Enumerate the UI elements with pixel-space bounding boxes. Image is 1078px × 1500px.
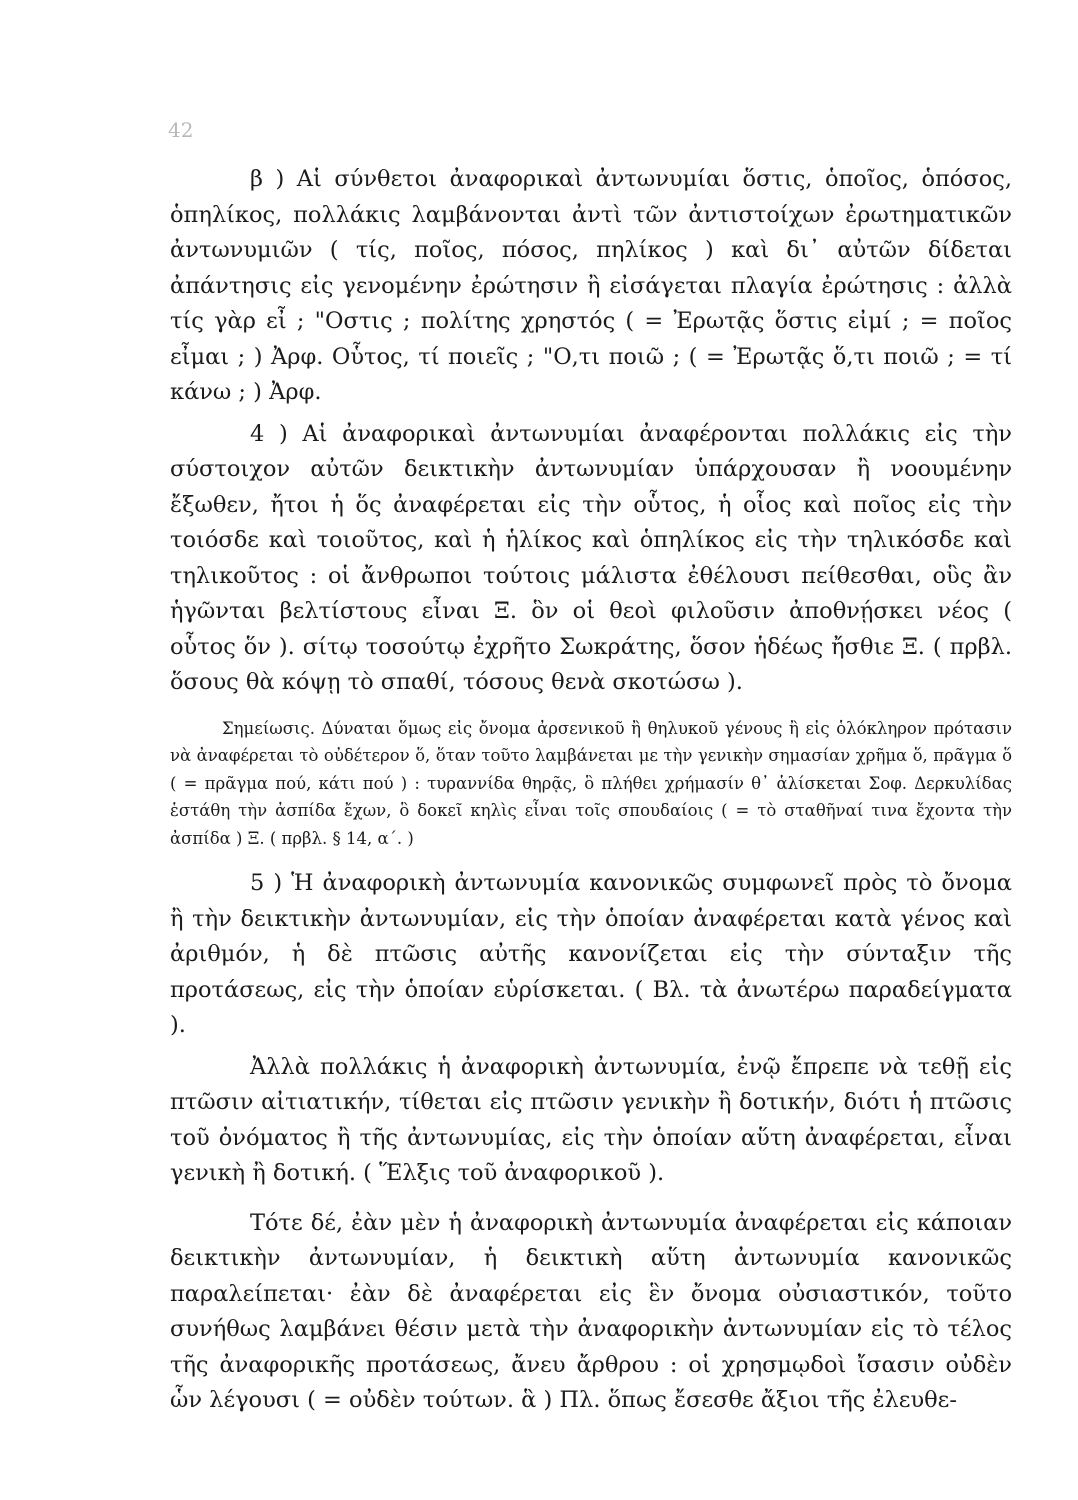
paragraph-alla: Ἀλλὰ πολλάκις ἡ ἀναφορικὴ ἀντωνυμία, ἐνῷ ἔπρεπε νὰ τεθῇ εἰς πτῶσιν αἰτιατικήν, τίθεται εἰς πτῶσιν γενικὴν ἢ δοτικήν, διότι ἡ πτῶσις τοῦ ὀνόματος ἢ τῆς ἀντωνυμίας, εἰς τὴν ὁποίαν αὕτη ἀναφέρεται, εἶναι γενικὴ ἢ δοτική. ( Ἕλξις τοῦ ἀναφορικοῦ ). <box>170 1053 1012 1186</box>
paragraph-beta: β ) Αἱ σύνθετοι ἀναφορικαὶ ἀντωνυμίαι ὅστις, ὁποῖος, ὁπόσος, ὁπηλίκος, πολλάκις λαμβάνονται ἀντὶ τῶν ἀντιστοίχων ἐρωτηματικῶν ἀντωνυμιῶν ( τίς, ποῖος, πόσος, πηλίκος ) καὶ δι᾽ αὐτῶν δίδεται ἀπάντησις εἰς γενομένην ἐρώτησιν ἢ εἰσάγεται πλαγία ἐρώτησις : ἀλλὰ τίς γὰρ εἶ ; "Οστις ; πολίτης χρηστός ( = Ἐρωτᾷς ὅστις εἰμί ; = ποῖος εἶμαι ; ) Ἀρφ. Οὗτος, τί ποιεῖς ; "Ο,τι ποιῶ ; ( = Ἐρωτᾷς ὅ,τι ποιῶ ; = τί κάνω ; ) Ἀρφ. <box>170 166 1012 405</box>
page-number: 42 <box>168 118 194 142</box>
paragraph-4: 4 ) Αἱ ἀναφορικαὶ ἀντωνυμίαι ἀναφέρονται πολλάκις εἰς τὴν σύστοιχον αὐτῶν δεικτικὴν ἀντωνυμίαν ὑπάρχουσαν ἢ νοουμένην ἔξωθεν, ἤτοι ἡ ὅς ἀναφέρεται εἰς τὴν οὗτος, ἡ οἷος καὶ ποῖος εἰς τὴν τοιόσδε καὶ τοιοῦτος, καὶ ἡ ἡλίκος καὶ ὁπηλίκος εἰς τὴν τηλικόσδε καὶ τηλικοῦτος : οἱ ἄνθρωποι τούτοις μάλιστα ἐθέλουσι πείθεσθαι, οὓς ἂν ἡγῶνται βελτίστους εἶναι Ξ. ὃν οἱ θεοὶ φιλοῦσιν ἀποθνῄσκει νέος ( οὗτος ὅν ). σίτῳ τοσούτῳ ἐχρῆτο Σωκράτης, ὅσον ἡδέως ἤσθιε Ξ. ( πρβλ. ὅσους θὰ κόψῃ τὸ σπαθί, τόσους θενὰ σκοτώσω ). <box>170 420 1012 695</box>
paragraph-5: 5 ) Ἡ ἀναφορικὴ ἀντωνυμία κανονικῶς συμφωνεῖ πρὸς τὸ ὄνομα ἢ τὴν δεικτικὴν ἀντωνυμίαν, εἰς τὴν ὁποίαν ἀναφέρεται κατὰ γένος καὶ ἀριθμόν, ἡ δὲ πτῶσις αὐτῆς κανονίζεται εἰς τὴν σύνταξιν τῆς προτάσεως, εἰς τὴν ὁποίαν εὑρίσκεται. ( Βλ. τὰ ἀνωτέρω παραδείγματα ). <box>170 870 1012 1038</box>
paragraph-tote: Τότε δέ, ἐὰν μὲν ἡ ἀναφορικὴ ἀντωνυμία ἀναφέρεται εἰς κάποιαν δεικτικὴν ἀντωνυμίαν, ἡ δεικτικὴ αὕτη ἀντωνυμία κανονικῶς παραλείπεται· ἐὰν δὲ ἀναφέρεται εἰς ἓν ὄνομα οὐσιαστικόν, τοῦτο συνήθως λαμβάνει θέσιν μετὰ τὴν ἀναφορικὴν ἀντωνυμίαν εἰς τὸ τέλος τῆς ἀναφορικῆς προτάσεως, ἄνευ ἄρθρου : οἱ χρησμῳδοὶ ἴσασιν οὐδὲν ὧν λέγουσι ( = οὐδὲν τούτων. ἃ ) Πλ. ὅπως ἔσεσθε ἄξιοι τῆς ἐλευθε- <box>170 1209 1012 1413</box>
note-paragraph: Σημείωσις. Δύναται ὅμως εἰς ὄνομα ἀρσενικοῦ ἢ θηλυκοῦ γένους ἢ εἰς ὁλόκληρον πρότασιν νὰ ἀναφέρεται τὸ οὐδέτερον ὅ, ὅταν τοῦτο λαμβάνεται με τὴν γενικὴν σημασίαν χρῆμα ὅ, πρᾶγμα ὅ ( = πρᾶγμα πού, κάτι πού ) : τυραννίδα θηρᾷς, ὃ πλήθει χρήμασίν θ᾽ ἁλίσκεται Σοφ. Δερκυλίδας ἑστάθη τὴν ἀσπίδα ἔχων, ὃ δοκεῖ κηλὶς εἶναι τοῖς σπουδαίοις ( = τὸ σταθῆναί τινα ἔχοντα τὴν ἀσπίδα ) Ξ. ( πρβλ. § 14, α΄. ) <box>170 718 1012 848</box>
page-text <box>170 162 1012 1419</box>
